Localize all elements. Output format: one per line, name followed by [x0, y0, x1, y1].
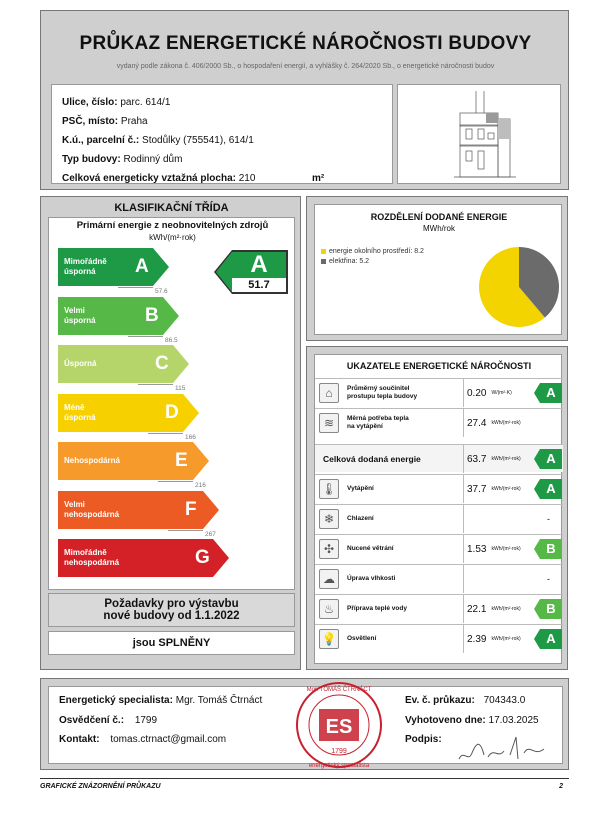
threshold-value: 57.6: [155, 288, 168, 295]
threshold-tick: [158, 481, 193, 482]
class-bar-tip: [153, 248, 169, 286]
indicator-name: Měrná potřeba tepla na vytápění: [347, 415, 409, 430]
indicator-icon: 💡: [319, 629, 339, 649]
indicator-icon: ⌂: [319, 383, 339, 403]
indicator-name: Chlazení: [347, 515, 374, 522]
class-badge-body: A: [540, 629, 562, 649]
threshold-tick: [138, 384, 173, 385]
indicator-row: [315, 504, 563, 532]
building-sketch-image: [398, 85, 562, 185]
date-label: Vyhotoveno dne:: [405, 715, 486, 726]
psc-value: Praha: [120, 116, 148, 127]
indicator-icon: ♨: [319, 599, 339, 619]
indicator-row: [315, 444, 563, 472]
class-bar-letter: D: [165, 401, 179, 423]
indicator-class-badge: [534, 383, 562, 403]
classification-subtitle: Primární energie z neobnovitelných zdrojů: [76, 220, 269, 231]
header-panel: [40, 10, 569, 190]
indicator-row: [315, 624, 563, 652]
distribution-title: ROZDĚLENÍ DODANÉ ENERGIE: [370, 212, 508, 222]
indicator-value: 2.39 kWh/(m²·rok): [463, 625, 521, 653]
page-footer: [40, 778, 569, 796]
class-badge-body: A: [540, 449, 562, 469]
indicator-class-none: -: [547, 574, 550, 584]
classification-title: KLASIFIKAČNÍ TŘÍDA: [114, 202, 229, 214]
result-class: A: [232, 252, 286, 278]
area-value: 210: [238, 173, 256, 184]
class-bar-letter: F: [185, 498, 197, 520]
distribution-chart: [314, 204, 562, 335]
class-bar-tip: [213, 539, 229, 577]
threshold-value: 86.5: [165, 336, 178, 344]
threshold-value: 267: [205, 530, 216, 538]
street-value: parc. 614/1: [120, 97, 171, 108]
classification-unit: kWh/(m²·rok): [149, 233, 196, 242]
type-value: Rodinný dům: [123, 154, 183, 165]
legend-electricity-text: elektřina: 5.2: [329, 258, 370, 265]
class-bar-label: Nehospodárná: [64, 456, 121, 465]
area-unit: m²: [312, 173, 325, 184]
class-bar-tip: [173, 345, 189, 383]
document-subtitle: vydaný podle zákona č. 406/2000 Sb., o hospodaření energií, a vyhlášky č. 264/2020 Sb., o energetické náročnosti budov: [116, 63, 495, 70]
indicator-name: Vytápění: [347, 485, 374, 492]
ku-label: K.ú., parcelní č.:: [62, 135, 140, 146]
page-footer-left: GRAFICKÉ ZNÁZORNĚNÍ PRŮKAZU: [40, 783, 161, 790]
specialist-panel: [40, 678, 569, 770]
indicator-value: 0.20 W/(m²·K): [463, 379, 512, 407]
indicator-class-badge: [534, 599, 562, 619]
classification-panel: [40, 196, 301, 670]
distribution-unit: MWh/rok: [423, 224, 455, 233]
cert-label: Osvědčení č.:: [59, 715, 125, 726]
ev-label: Ev. č. průkazu:: [405, 695, 475, 706]
class-bar-letter: E: [175, 450, 188, 471]
stamp-number: 1799: [331, 748, 347, 755]
class-bar-tip: [183, 394, 199, 432]
indicator-name: Úprava vlhkosti: [347, 575, 396, 582]
street-label: Ulice, číslo:: [62, 97, 118, 108]
legend-ambient-text: energie okolního prostředí: 8.2: [329, 248, 424, 255]
requirement-line1: Požadavky pro výstavbu: [104, 598, 239, 610]
document-title: PRŮKAZ ENERGETICKÉ NÁROČNOSTI BUDOVY: [79, 33, 532, 54]
spec-label: Energetický specialista:: [59, 695, 173, 706]
class-badge-body: B: [540, 539, 562, 559]
page-number: 2: [559, 783, 563, 790]
indicator-icon: ✣: [319, 539, 339, 559]
indicator-name: Nucené větrání: [347, 545, 394, 552]
threshold-value: 166: [185, 433, 196, 441]
stamp-top-text: Mgr. TOMÁŠ ČTRNÁCT: [306, 687, 372, 693]
class-bar-label: Velmi nehospodárná: [64, 499, 120, 519]
indicator-class-none: -: [547, 514, 550, 524]
threshold-value: 216: [195, 482, 206, 489]
class-bar-label: Velmi úsporná: [64, 305, 96, 325]
spec-value: Mgr. Tomáš Čtrnáct: [175, 695, 263, 706]
indicator-class-badge: [534, 539, 562, 559]
threshold-value: 115: [175, 385, 186, 392]
class-badge-body: B: [540, 599, 562, 619]
specialist-info: [48, 686, 563, 769]
pie-chart: [315, 205, 563, 336]
indicator-value: 1.53 kWh/(m²·rok): [463, 535, 521, 563]
class-badge-body: A: [540, 383, 562, 403]
result-value: 51.7: [232, 278, 286, 292]
indicator-row: [315, 408, 563, 436]
stamp-bottom-text: energetický specialista: [308, 763, 370, 769]
class-bar-letter: A: [135, 256, 149, 277]
indicator-row: [315, 564, 563, 592]
cert-value: 1799: [134, 715, 158, 726]
class-bar-label: Méně úsporná: [64, 402, 96, 422]
indicator-value: 27.4 kWh/(m²·rok): [463, 409, 521, 437]
threshold-tick: [168, 530, 203, 531]
indicator-row: [315, 534, 563, 562]
class-bar-label: Úsporná: [64, 359, 97, 368]
building-info: [51, 84, 393, 184]
class-bar-letter: C: [155, 353, 169, 374]
indicator-name: Osvětlení: [347, 635, 377, 642]
stamp-logo: ES: [325, 716, 353, 738]
indicator-row: [315, 474, 563, 502]
sign-label: Podpis:: [405, 734, 442, 745]
indicator-value: [463, 505, 472, 533]
indicators-title: UKAZATELE ENERGETICKÉ NÁROČNOSTI: [346, 361, 532, 371]
result-arrow: [214, 250, 288, 294]
indicator-value: [463, 565, 472, 593]
class-bar-tip: [163, 297, 179, 335]
class-badge-body: A: [540, 479, 562, 499]
requirements-box: [48, 593, 295, 663]
indicator-icon: ≋: [319, 413, 339, 433]
threshold-tick: [118, 287, 153, 288]
class-bar-label: Mimořádně úsporná: [64, 257, 107, 276]
indicators-table: [314, 354, 562, 664]
threshold-tick: [148, 433, 183, 434]
indicator-name: Příprava teplé vody: [347, 605, 407, 612]
psc-label: PSČ, místo:: [62, 116, 119, 127]
classification-scale: [48, 217, 295, 590]
type-label: Typ budovy:: [62, 154, 121, 165]
indicators-panel: [306, 346, 568, 670]
indicator-icon: ❄: [319, 509, 339, 529]
indicator-row: [315, 378, 563, 406]
area-label: Celková energeticky vztažná plocha:: [62, 173, 236, 184]
signature-image: [454, 729, 564, 765]
date-value: 17.03.2025: [488, 715, 539, 726]
requirement-result: jsou SPLNĚNY: [48, 631, 295, 655]
stamp-image: [289, 681, 389, 773]
indicator-icon: ☁: [319, 569, 339, 589]
indicator-icon: 🌡: [319, 479, 339, 499]
ev-value: 704343.0: [483, 695, 526, 706]
indicator-row: [315, 594, 563, 622]
requirement-line2: nové budovy od 1.1.2022: [103, 610, 240, 622]
class-bar-tip: [203, 491, 219, 529]
indicator-value: 63.7 kWh/(m²·rok): [463, 445, 521, 473]
indicator-class-badge: [534, 479, 562, 499]
indicator-class-badge: [534, 449, 562, 469]
ku-value: Stodůlky (755541), 614/1: [142, 135, 254, 146]
indicator-name: Celková dodaná energie: [323, 454, 421, 464]
indicator-name: Průměrný součinitel prostupu tepla budovy: [347, 385, 418, 400]
threshold-tick: [128, 336, 163, 337]
contact-label: Kontakt:: [59, 734, 100, 745]
indicator-value: 22.1 kWh/(m²·rok): [463, 595, 521, 623]
distribution-panel: [306, 196, 568, 341]
building-drawing: [397, 84, 561, 184]
class-bar-label: Mimořádně nehospodárná: [64, 548, 120, 567]
indicator-class-badge: [534, 629, 562, 649]
contact-value: tomas.ctrnact@gmail.com: [110, 734, 227, 745]
class-bar-letter: B: [145, 304, 159, 326]
indicator-value: 37.7 kWh/(m²·rok): [463, 475, 521, 503]
class-bar-letter: G: [195, 547, 210, 568]
class-bar-tip: [193, 442, 209, 480]
